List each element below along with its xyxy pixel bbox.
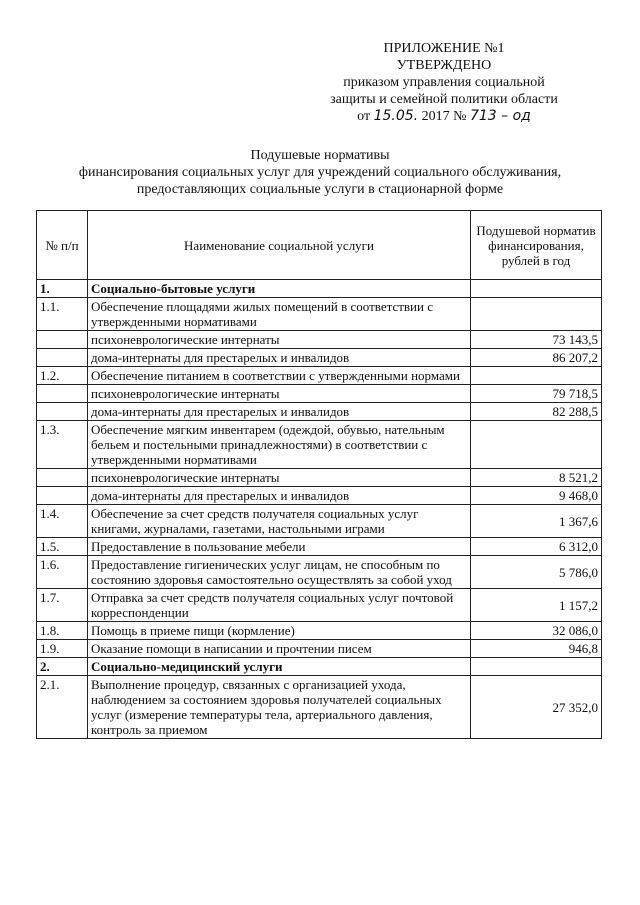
table-row xyxy=(37,676,602,739)
table-row xyxy=(37,487,602,505)
table-row xyxy=(37,349,602,367)
service-name: психоневрологические интернаты xyxy=(88,469,471,487)
table-row xyxy=(37,505,602,538)
normative-value: 1 157,2 xyxy=(471,589,602,622)
normative-value: 73 143,5 xyxy=(471,331,602,349)
handwritten-date: 15.05. xyxy=(373,108,419,124)
table-row xyxy=(37,589,602,622)
row-number: 1. xyxy=(37,280,88,298)
service-name: Обеспечение площадями жилых помещений в соответствии с утвержденными нормативами xyxy=(88,298,471,331)
normative-value: 946,8 xyxy=(471,640,602,658)
row-number: 1.7. xyxy=(37,589,88,622)
service-name: Социально-медицинский услуги xyxy=(88,658,471,676)
approval-header xyxy=(294,40,594,125)
table-row xyxy=(37,331,602,349)
normative-value: 1 367,6 xyxy=(471,505,602,538)
column-header-value: Подушевой норматив финансирования, рублей в год xyxy=(471,211,602,280)
normative-value: 5 786,0 xyxy=(471,556,602,589)
service-name: дома-интернаты для престарелых и инвалидов xyxy=(88,349,471,367)
order-line-2: защиты и семейной политики области xyxy=(330,92,558,107)
table-row xyxy=(37,385,602,403)
order-prefix: от xyxy=(357,109,371,124)
title-line-1: Подушевые нормативы xyxy=(250,148,390,163)
service-name: Оказание помощи в написании и прочтении писем xyxy=(88,640,471,658)
normative-value: 32 086,0 xyxy=(471,622,602,640)
column-header-number: № п/п xyxy=(37,211,88,280)
order-line-1: приказом управления социальной xyxy=(343,75,545,90)
table-row xyxy=(37,421,602,469)
row-number: 1.8. xyxy=(37,622,88,640)
normative-value: 82 288,5 xyxy=(471,403,602,421)
row-number: 1.5. xyxy=(37,538,88,556)
row-number xyxy=(37,331,88,349)
appendix-label: ПРИЛОЖЕНИЕ №1 xyxy=(383,41,505,56)
row-number xyxy=(37,403,88,421)
row-number xyxy=(37,469,88,487)
row-number: 1.4. xyxy=(37,505,88,538)
table-row xyxy=(37,298,602,331)
normatives-table xyxy=(36,210,602,739)
normative-value: 27 352,0 xyxy=(471,676,602,739)
order-date-line xyxy=(294,108,594,125)
row-number: 1.1. xyxy=(37,298,88,331)
row-number: 2.1. xyxy=(37,676,88,739)
normative-value: 86 207,2 xyxy=(471,349,602,367)
service-name: Обеспечение мягким инвентарем (одеждой, обувью, нательным бельем и постельными принадлежностями) в соответствии с утвержденными нормативами xyxy=(88,421,471,469)
table-body xyxy=(37,280,602,739)
service-name: Предоставление в пользование мебели xyxy=(88,538,471,556)
table-row xyxy=(37,622,602,640)
order-year: 2017 № xyxy=(421,109,467,124)
normative-value xyxy=(471,298,602,331)
row-number: 2. xyxy=(37,658,88,676)
document-title xyxy=(40,147,600,198)
table-header-row xyxy=(37,211,602,280)
row-number: 1.2. xyxy=(37,367,88,385)
section-row xyxy=(37,658,602,676)
service-name: Помощь в приеме пищи (кормление) xyxy=(88,622,471,640)
row-number: 1.6. xyxy=(37,556,88,589)
service-name: дома-интернаты для престарелых и инвалидов xyxy=(88,403,471,421)
row-number: 1.9. xyxy=(37,640,88,658)
normative-value: 6 312,0 xyxy=(471,538,602,556)
normative-value xyxy=(471,421,602,469)
title-line-2: финансирования социальных услуг для учреждений социального обслуживания, xyxy=(78,165,562,180)
row-number xyxy=(37,349,88,367)
service-name: Предоставление гигиенических услуг лицам, не способным по состоянию здоровья самостоятельно осуществлять за собой уход xyxy=(88,556,471,589)
column-header-name: Наименование социальной услуги xyxy=(88,211,471,280)
service-name: психоневрологические интернаты xyxy=(88,331,471,349)
table-row xyxy=(37,556,602,589)
normative-value: 79 718,5 xyxy=(471,385,602,403)
normative-value xyxy=(471,658,602,676)
table-row xyxy=(37,640,602,658)
normative-value: 9 468,0 xyxy=(471,487,602,505)
service-name: психоневрологические интернаты xyxy=(88,385,471,403)
row-number: 1.3. xyxy=(37,421,88,469)
row-number xyxy=(37,385,88,403)
approved-label: УТВЕРЖДЕНО xyxy=(396,58,492,73)
normative-value xyxy=(471,280,602,298)
title-line-3: предоставляющих социальные услуги в стационарной форме xyxy=(136,182,504,197)
section-row xyxy=(37,280,602,298)
service-name: Отправка за счет средств получателя социальных услуг почтовой корреспонденции xyxy=(88,589,471,622)
normative-value: 8 521,2 xyxy=(471,469,602,487)
service-name: Обеспечение питанием в соответствии с утвержденными нормами xyxy=(88,367,471,385)
table-row xyxy=(37,367,602,385)
table-row xyxy=(37,403,602,421)
service-name: Выполнение процедур, связанных с организацией ухода, наблюдением за состоянием здоровья получателей социальных услуг (измерение температуры тела, артериального давления, контроль за приемом xyxy=(88,676,471,739)
normative-value xyxy=(471,367,602,385)
service-name: Социально-бытовые услуги xyxy=(88,280,471,298)
table-row xyxy=(37,469,602,487)
row-number xyxy=(37,487,88,505)
service-name: дома-интернаты для престарелых и инвалидов xyxy=(88,487,471,505)
table-row xyxy=(37,538,602,556)
service-name: Обеспечение за счет средств получателя социальных услуг книгами, журналами, газетами, настольными играми xyxy=(88,505,471,538)
handwritten-number: 713 – од xyxy=(469,108,531,124)
